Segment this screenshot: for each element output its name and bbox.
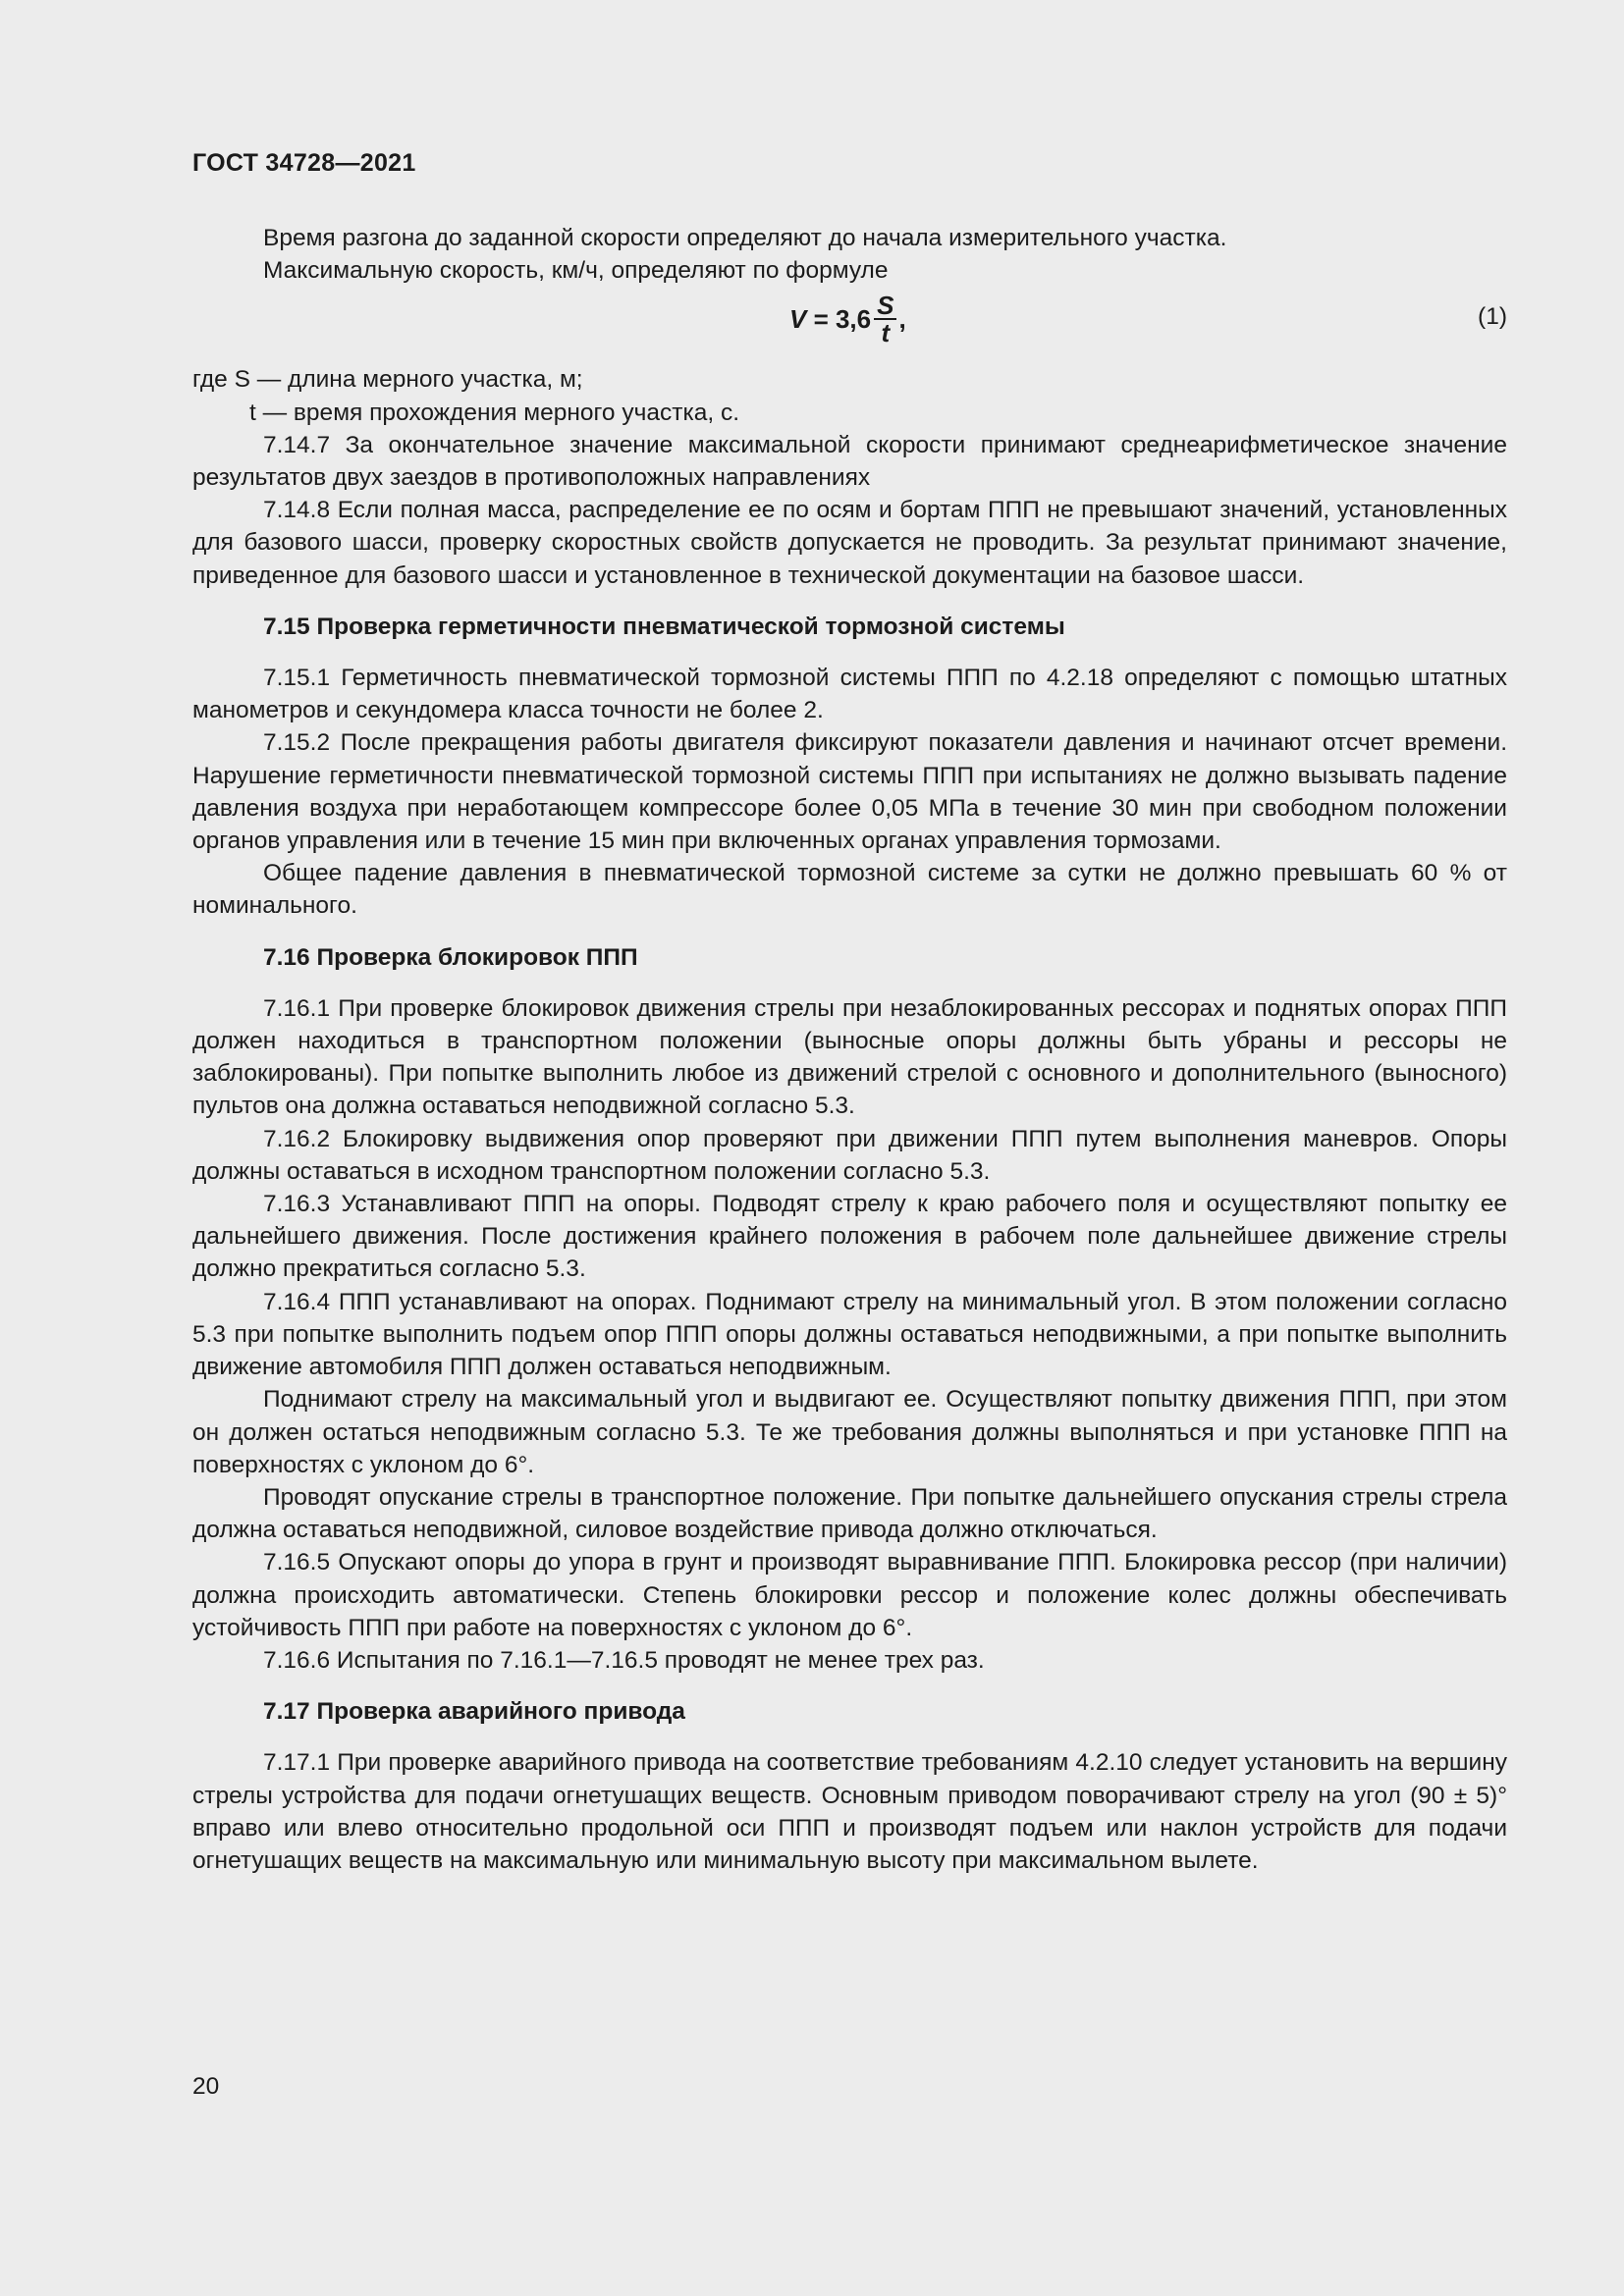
paragraph-7-16-5: 7.16.5 Опускают опоры до упора в грунт и производят выравнивание ППП. Блокировка рессор (при наличии) должна происходить автоматически. Степень блокировки рессор и положение колес должны обеспечивать устойчивость ППП при работе на поверхностях с уклоном до 6°.	[192, 1549, 1507, 1641]
section-heading-7-17: 7.17 Проверка аварийного привода	[263, 1698, 685, 1726]
paragraph-7-16-3: 7.16.3 Устанавливают ППП на опоры. Подводят стрелу к краю рабочего поля и осуществляют попытку ее дальнейшего движения. После достижения крайнего положения в рабочем поле дальнейшее движение стрелы должно прекратиться согласно 5.3.	[192, 1191, 1507, 1283]
paragraph-7-14-8: 7.14.8 Если полная масса, распределение ее по осям и бортам ППП не превышают значений, установленных для базового шасси, проверку скоростных свойств допускается не проводить. За результат принимают значение, приведенное для базового шасси и установленное в технической документации на базовое шасси.	[192, 497, 1507, 589]
paragraph-intro-1: Время разгона до заданной скорости определяют до начала измерительного участка.	[263, 225, 1227, 251]
paragraph-7-15-1: 7.15.1 Герметичность пневматической тормозной системы ППП по 4.2.18 определяют с помощью штатных манометров и секундомера класса точности не более 2.	[192, 665, 1507, 724]
paragraph-7-16-4-cont-2: Проводят опускание стрелы в транспортное положение. При попытке дальнейшего опускания стрелы стрела должна оставаться неподвижной, силовое воздействие привода должно отключаться.	[192, 1483, 1507, 1544]
where-line-2: t — время прохождения мерного участка, с.	[249, 399, 740, 426]
where-line-1: где S — длина мерного участка, м;	[192, 366, 583, 394]
formula-fraction	[874, 293, 896, 346]
equation-number: (1)	[1478, 303, 1507, 331]
formula-trail: ,	[898, 303, 906, 334]
paragraph-7-14-7: 7.14.7 За окончательное значение максимальной скорости принимают среднеарифметическое значение результатов двух заездов в противоположных направлениях	[192, 431, 1507, 492]
section-heading-7-15: 7.15 Проверка герметичности пневматической тормозной системы	[263, 613, 1065, 640]
paragraph-7-16-4: 7.16.4 ППП устанавливают на опорах. Поднимают стрелу на минимальный угол. В этом положении согласно 5.3 при попытке выполнить подъем опор ППП опоры должны оставаться неподвижными, а при попытке выполнить движение автомобиля ППП должен оставаться неподвижным.	[192, 1288, 1507, 1381]
paragraph-7-15-2-cont: Общее падение давления в пневматической тормозной системе за сутки не должно превышать 60 % от номинального.	[192, 860, 1507, 920]
document-header: ГОСТ 34728—2021	[192, 149, 416, 177]
paragraph-intro-2: Максимальную скорость, км/ч, определяют по формуле	[263, 257, 889, 285]
paragraph-7-16-2: 7.16.2 Блокировку выдвижения опор проверяют при движении ППП путем выполнения маневров. Опоры должны оставаться в исходном транспортном положении согласно 5.3.	[192, 1125, 1507, 1185]
formula-numerator: S	[874, 293, 896, 320]
paragraph-7-16-1: 7.16.1 При проверке блокировок движения стрелы при незаблокированных рессорах и поднятых опорах ППП должен находиться в транспортном положении (выносные опоры должны быть убраны и рессоры не заблокированы). При попытке выполнить любое из движений стрелой с основного и дополнительного (выносного) пультов она должна оставаться неподвижной согласно 5.3.	[192, 994, 1507, 1120]
section-heading-7-16: 7.16 Проверка блокировок ППП	[263, 943, 638, 971]
paragraph-7-16-4-cont-1: Поднимают стрелу на максимальный угол и выдвигают ее. Осуществляют попытку движения ППП, при этом он должен остаться неподвижным согласно 5.3. Те же требования должны выполняться и при установке ППП на поверхностях с уклоном до 6°.	[192, 1386, 1507, 1478]
paragraph-7-15-2: 7.15.2 После прекращения работы двигателя фиксируют показатели давления и начинают отсчет времени. Нарушение герметичности пневматической тормозной системы ППП при испытаниях не должно вызывать падение давления воздуха при неработающем компрессоре более 0,05 МПа в течение 30 мин при свободном положении органов управления или в течение 15 мин при включенных органах управления тормозами.	[192, 729, 1507, 855]
paragraph-7-17-1: 7.17.1 При проверке аварийного привода на соответствие требованиям 4.2.10 следует установить на вершину стрелы устройства для подачи огнетушащих веществ. Основным приводом поворачивают стрелу на угол (90 ± 5)° вправо или влево относительно продольной оси ППП и производят подъем или наклон устройств для подачи огнетушащих веществ на максимальную или минимальную высоту при максимальном вылете.	[192, 1749, 1507, 1874]
paragraph-7-16-6: 7.16.6 Испытания по 7.16.1—7.16.5 проводят не менее трех раз.	[263, 1646, 985, 1674]
formula-block	[192, 291, 1507, 361]
formula	[789, 293, 906, 346]
formula-denominator: t	[881, 318, 891, 348]
formula-lhs: V	[789, 303, 807, 334]
formula-coefficient: = 3,6	[806, 303, 872, 334]
document-body	[192, 222, 1507, 1877]
page-number: 20	[192, 2073, 220, 2100]
